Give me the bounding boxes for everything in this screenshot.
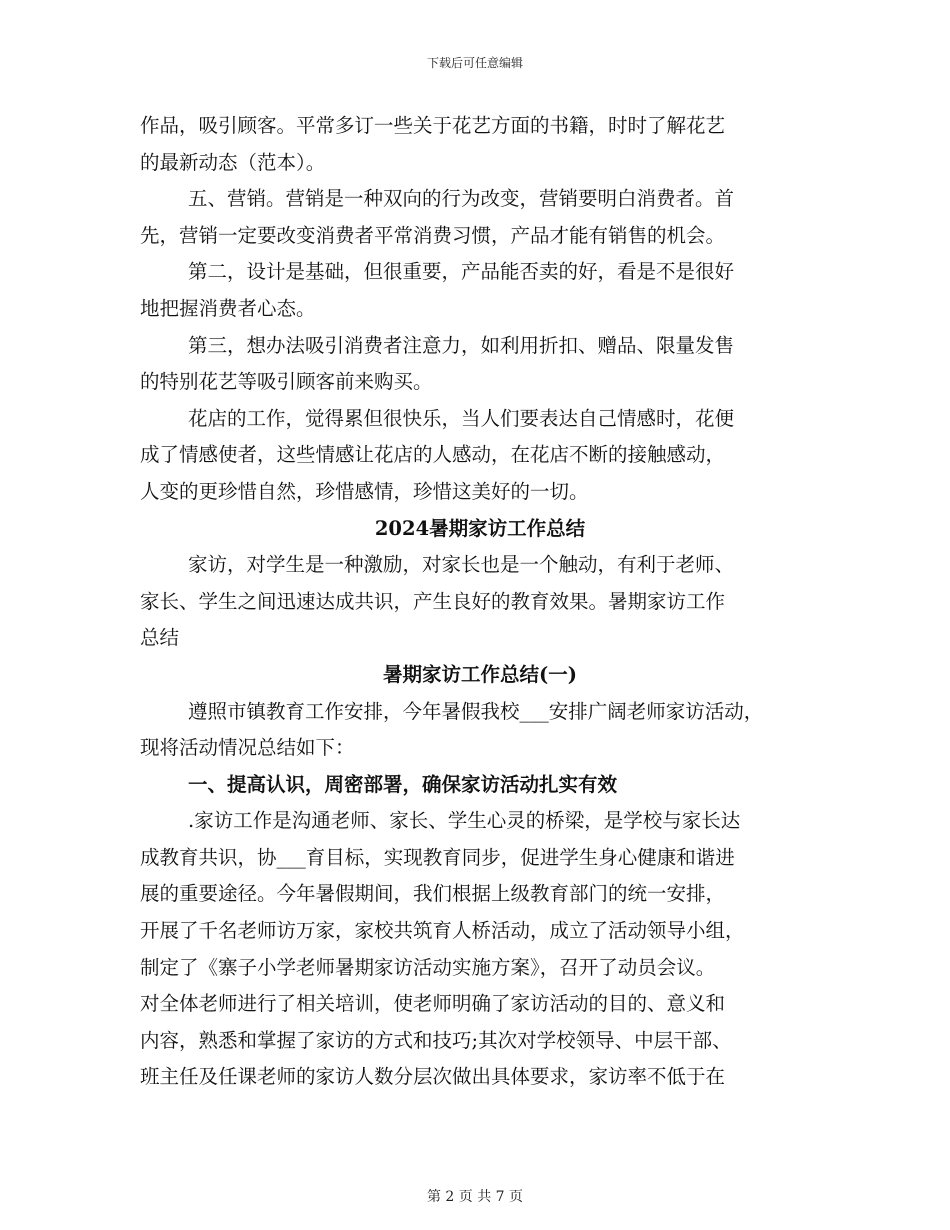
document-body xyxy=(140,108,820,1096)
body-line: .家访工作是沟通老师、家长、学生心灵的桥梁，是学校与家长达 xyxy=(188,809,741,833)
body-line: 地把握消费者心态。 xyxy=(140,296,316,320)
body-line: 遵照市镇教育工作安排，今年暑假我校___安排广阔老师家访活动， xyxy=(188,699,764,723)
body-line: 开展了千名老师访万家，家校共筑育人桥活动，成立了活动领导小组， xyxy=(140,919,745,943)
page-footer: 第 2 页 共 7 页 xyxy=(426,1189,524,1205)
section-title: 2024暑期家访工作总结 xyxy=(374,516,586,540)
body-line: 第二，设计是基础，但很重要，产品能否卖的好，看是不是很好 xyxy=(188,260,735,284)
body-line: 内容，熟悉和掌握了家访的方式和技巧;其次对学校领导、中层干部、 xyxy=(140,1028,732,1052)
body-line: 第三，想办法吸引消费者注意力，如利用折扣、赠品、限量发售 xyxy=(188,333,735,357)
body-line: 现将活动情况总结如下： xyxy=(140,736,355,760)
subsection-title: 暑期家访工作总结(一) xyxy=(383,662,577,686)
body-line: 的最新动态（范本）。 xyxy=(140,150,326,174)
body-line: 人变的更珍惜自然，珍惜感情，珍惜这美好的一切。 xyxy=(140,479,589,503)
body-line: 家长、学生之间迅速达成共识，产生良好的教育效果。暑期家访工作 xyxy=(140,589,726,613)
body-line: 总结 xyxy=(140,626,180,650)
body-line: 成教育共识，协___育目标，实现教育同步，促进学生身心健康和谐进 xyxy=(140,845,735,869)
body-line: 成了情感使者，这些情感让花店的人感动，在花店不断的接触感动， xyxy=(140,443,726,467)
body-line: 先，营销一定要改变消费者平常消费习惯，产品才能有销售的机会。 xyxy=(140,223,726,247)
body-line: 花店的工作，觉得累但很快乐，当人们要表达自己情感时，花便 xyxy=(188,406,735,430)
body-line: 作品，吸引顾客。平常多订一些关于花艺方面的书籍，时时了解花艺 xyxy=(140,114,726,137)
body-line: 五、营销。营销是一种双向的行为改变，营销要明白消费者。首 xyxy=(188,187,735,211)
page-header: 下载后可任意编辑 xyxy=(426,56,523,70)
body-line: 展的重要途径。今年暑假期间，我们根据上级教育部门的统一安排， xyxy=(140,882,726,906)
body-line: 家访，对学生是一种激励，对家长也是一个触动，有利于老师、 xyxy=(188,553,735,577)
body-line: 班主任及任课老师的家访人数分层次做出具体要求，家访率不低于在 xyxy=(140,1065,726,1089)
body-line: 的特别花艺等吸引顾客前来购买。 xyxy=(140,370,433,394)
body-line: 对全体老师进行了相关培训，使老师明确了家访活动的目的、意义和 xyxy=(140,992,726,1016)
section-heading: 一、提高认识，周密部署，确保家访活动扎实有效 xyxy=(188,772,618,796)
body-line: 制定了《寨子小学老师暑期家访活动实施方案》，召开了动员会议。 xyxy=(140,955,716,979)
